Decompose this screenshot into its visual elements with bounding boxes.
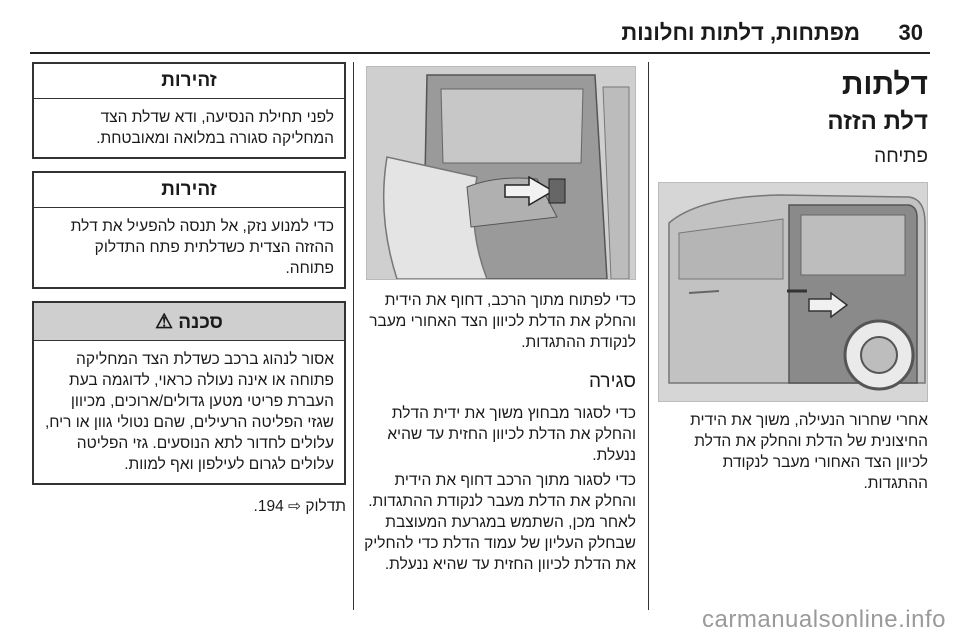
close-from-outside-text: כדי לסגור מבחוץ משוך את ידית הדלת והחלק את הדלת לכיוון החזית עד שהיא ננעלת. — [387, 405, 636, 464]
header-rule — [30, 52, 930, 54]
page-title: מפתחות, דלתות וחלונות — [621, 20, 860, 45]
close-from-inside-text: כדי לסגור מתוך הרכב דחוף את הידית והחלק את הדלת מעבר לנקודת ההתגדות. לאחר מכן, השתמש במגרעת המעוצבת שבחלק העליון של עמוד הדלת כדי להחליק את הדלת לכיוון החזית עד שהיא ננעלת. — [364, 472, 636, 573]
van-exterior-illustration — [658, 182, 928, 402]
page-header — [0, 0, 960, 60]
closing-heading: סגירה — [588, 371, 636, 392]
caution-box-2 — [32, 171, 346, 289]
caution-text: כדי למנוע נזק, אל תנסה להפעיל את דלת ההזזה הצדית כשדלתית פתח התדלוק פתוחה. — [70, 218, 334, 277]
page-number: 30 — [898, 20, 923, 45]
warning-triangle-icon: ⚠ — [155, 311, 174, 333]
caution-box-1 — [32, 62, 346, 159]
interior-door-handle-illustration — [366, 66, 636, 280]
open-from-inside-text: כדי לפתוח מתוך הרכב, דחוף את הידית והחלק את הדלת לכיוון הצד האחורי מעבר לנקודת ההתגדות. — [369, 292, 636, 351]
column-divider-left — [353, 62, 354, 610]
column-divider-right — [648, 62, 649, 610]
section-heading: דלתות — [841, 68, 928, 101]
caution-heading: זהירות — [34, 173, 344, 208]
cross-reference-link[interactable]: תדלוק ⇨ 194. — [253, 498, 346, 515]
danger-box — [32, 301, 346, 485]
watermark: carmanualsonline.info — [702, 606, 946, 633]
right-column — [660, 62, 928, 498]
opening-heading: פתיחה — [874, 146, 928, 167]
danger-text: אסור לנהוג ברכב כשדלת הצד המחליקה פתוחה או אינה נעולה כראוי, לדוגמה בעת העברת פריטי מטען גדולים/ארוכים, מכיוון שגזי הפליטה הרעילים, שהם נטולי גוון או ריח, עלולים לחדור לתא הנוסעים. גזי הפליטה עלולים לגרום לעילפון ואף למוות. — [44, 351, 334, 473]
middle-column — [364, 62, 636, 579]
opening-text: אחרי שחרור הנעילה, משוך את הידית החיצונית של הדלת והחלק את הדלת לכיוון הצד האחורי מעבר לנקודת ההתגדות. — [690, 412, 928, 492]
danger-heading-row — [34, 303, 344, 341]
subsection-heading: דלת הזזה — [827, 108, 928, 135]
caution-heading: זהירות — [34, 64, 344, 99]
left-column — [32, 62, 346, 516]
caution-text: לפני תחילת הנסיעה, ודא שדלת הצד המחליקה סגורה במלואה ומאובטחת. — [96, 109, 334, 147]
danger-heading: סכנה — [178, 312, 223, 333]
